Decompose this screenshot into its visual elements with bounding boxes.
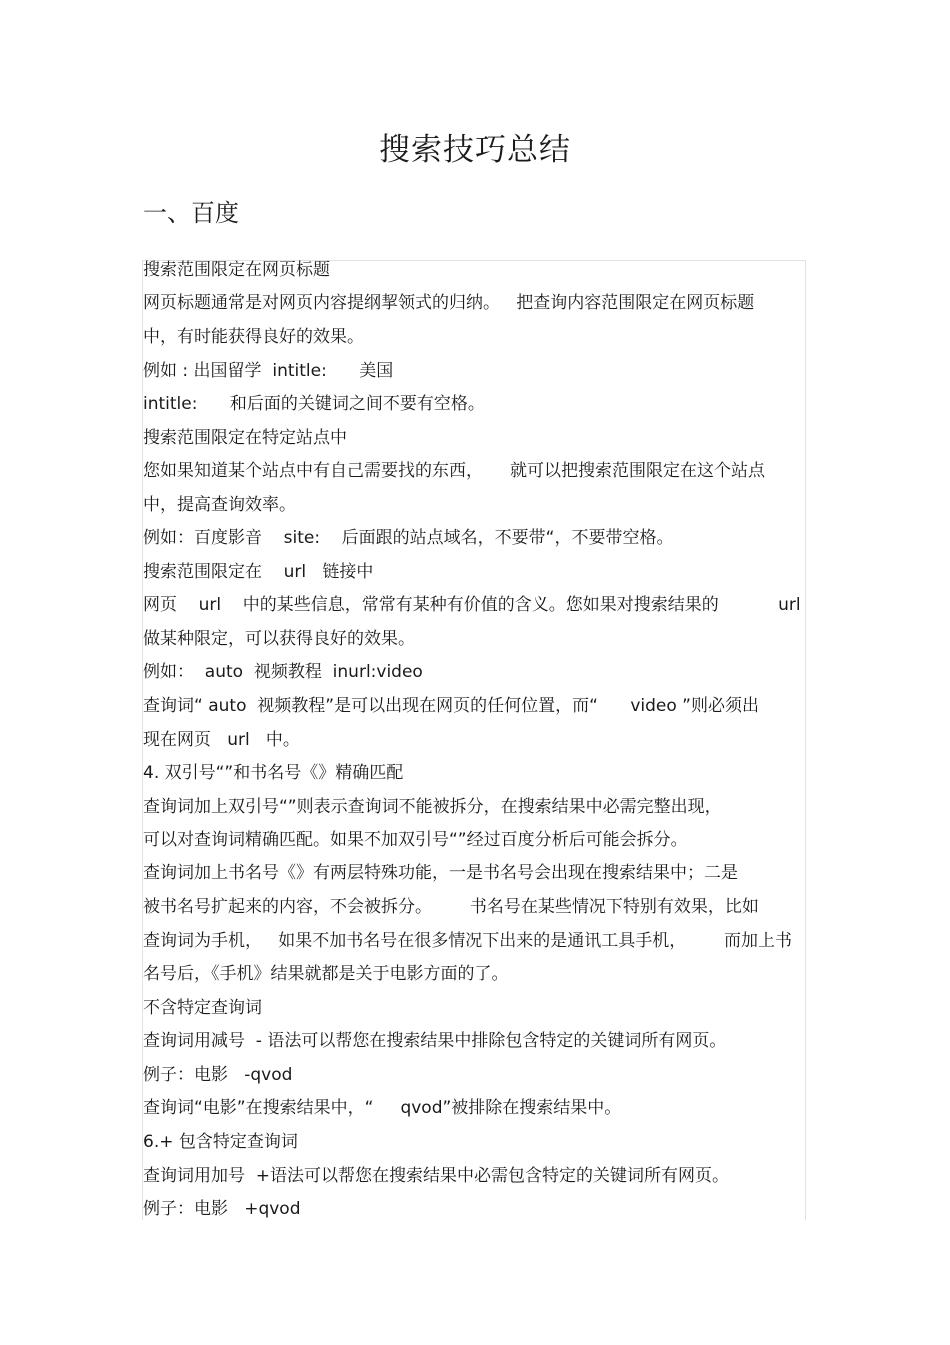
text-line: 您如果知道某个站点中有自己需要找的东西， 就可以把搜索范围限定在这个站点 [143, 461, 766, 481]
text-line: 查询词“ auto 视频教程”是可以出现在网页的任何位置，而“ video ”则必须出 [143, 696, 759, 716]
text-line: 做某种限定，可以获得良好的效果。 [143, 629, 415, 649]
text-line: 查询词用减号 - 语法可以帮您在搜索结果中排除包含特定的关键词所有网页。 [143, 1031, 727, 1051]
text-line: 4. 双引号“”和书名号《》精确匹配 [143, 763, 404, 783]
text-line: 例如 : 出国留学 intitle: 美国 [143, 361, 394, 381]
text-line: 网页标题通常是对网页内容提纲挈领式的归纳。 把查询内容范围限定在网页标题 [143, 293, 755, 313]
text-line: 网页 url 中的某些信息，常常有某种有价值的含义。您如果对搜索结果的 url [143, 595, 801, 615]
text-line: 中，有时能获得良好的效果。 [143, 327, 364, 347]
text-line: 例如：百度影音 site: 后面跟的站点域名，不要带“，不要带空格。 [143, 528, 674, 548]
text-line: 搜索范围限定在 url 链接中 [143, 562, 374, 582]
text-line: 不含特定查询词 [143, 998, 262, 1018]
text-line: 6.+ 包含特定查询词 [143, 1132, 298, 1152]
text-line: 例子：电影 -qvod [143, 1065, 293, 1085]
text-line: 被书名号扩起来的内容，不会被拆分。 书名号在某些情况下特别有效果，比如 [143, 897, 759, 917]
text-line: 例子：电影 +qvod [143, 1199, 301, 1219]
text-line: 查询词为手机， 如果不加书名号在很多情况下出来的是通讯工具手机， 而加上书 [143, 931, 793, 951]
text-line: 查询词加上双引号“”则表示查询词不能被拆分，在搜索结果中必需完整出现， [143, 797, 722, 817]
text-line: 查询词“电影”在搜索结果中，“ qvod”被排除在搜索结果中。 [143, 1098, 622, 1118]
text-line: 例如： auto 视频教程 inurl:video [143, 662, 423, 682]
document-title: 搜索技巧总结 [379, 132, 571, 168]
text-line: 中，提高查询效率。 [143, 495, 296, 515]
text-line: 查询词用加号 +语法可以帮您在搜索结果中必需包含特定的关键词所有网页。 [143, 1166, 730, 1186]
text-line: 查询词加上书名号《》有两层特殊功能，一是书名号会出现在搜索结果中；二是 [143, 863, 738, 883]
text-line: 搜索范围限定在特定站点中 [143, 428, 347, 448]
text-line: 名号后，《手机》结果就都是关于电影方面的了。 [143, 964, 509, 984]
section-heading: 一、百度 [143, 199, 239, 227]
text-line: 可以对查询词精确匹配。如果不加双引号“”经过百度分析后可能会拆分。 [143, 830, 688, 850]
text-line: intitle: 和后面的关键词之间不要有空格。 [143, 394, 485, 414]
text-line: 现在网页 url 中。 [143, 730, 300, 750]
text-line: 搜索范围限定在网页标题 [143, 260, 330, 280]
